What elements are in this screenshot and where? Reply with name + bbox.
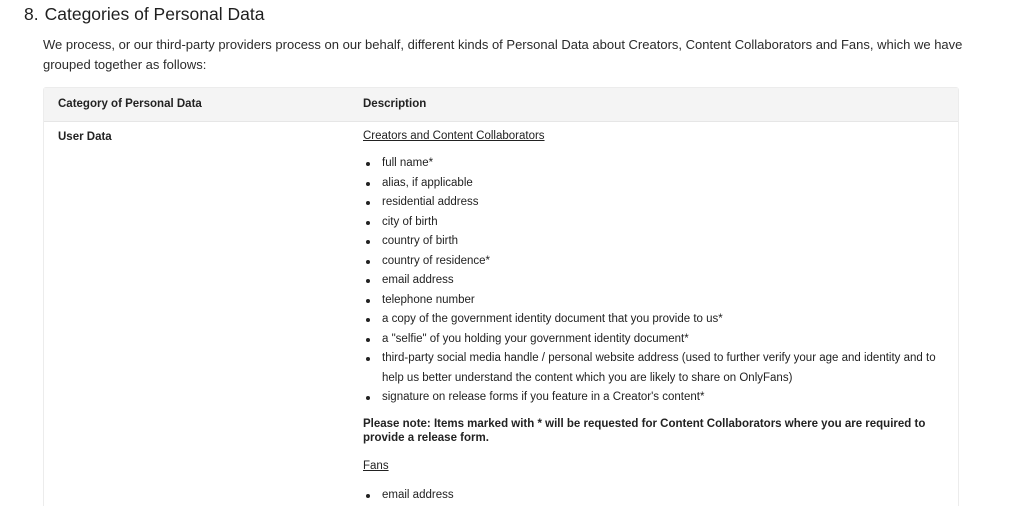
fans-subheading: Fans bbox=[363, 459, 389, 472]
personal-data-table bbox=[43, 87, 959, 506]
column-header-description: Description bbox=[363, 98, 427, 110]
section-number: 8. bbox=[24, 4, 39, 24]
row-category: User Data bbox=[58, 131, 112, 143]
section-heading bbox=[24, 4, 264, 25]
creators-subheading: Creators and Content Collaborators bbox=[363, 130, 545, 142]
row-description bbox=[363, 130, 943, 505]
list-item: residential address bbox=[363, 193, 943, 213]
list-item: a copy of the government identity document that you provide to us* bbox=[363, 310, 943, 330]
list-item: city of birth bbox=[363, 213, 943, 233]
section-title: Categories of Personal Data bbox=[44, 4, 265, 24]
list-item: alias, if applicable bbox=[363, 174, 943, 194]
creators-data-list bbox=[363, 154, 943, 408]
list-item: third-party social media handle / personal website address (used to further verify your age and identity and to help us better understand the content which you are likely to share on OnlyFans) bbox=[363, 349, 943, 388]
fans-data-list bbox=[363, 486, 943, 506]
list-item: country of residence* bbox=[363, 252, 943, 272]
list-item: a "selfie" of you holding your government identity document* bbox=[363, 330, 943, 350]
column-header-category: Category of Personal Data bbox=[58, 98, 202, 110]
list-item: full name* bbox=[363, 154, 943, 174]
list-item: country of birth bbox=[363, 232, 943, 252]
table-header bbox=[44, 88, 958, 122]
list-item: signature on release forms if you feature in a Creator's content* bbox=[363, 388, 943, 408]
list-item: telephone number bbox=[363, 291, 943, 311]
section-intro: We process, or our third-party providers process on our behalf, different kinds of Personal Data about Creators, Content Collaborators and Fans, which we have grouped together as follows: bbox=[43, 37, 963, 72]
list-item: email address bbox=[363, 486, 943, 506]
release-form-note: Please note: Items marked with * will be requested for Content Collaborators where you are required to provide a release form. bbox=[363, 417, 926, 444]
list-item: email address bbox=[363, 271, 943, 291]
